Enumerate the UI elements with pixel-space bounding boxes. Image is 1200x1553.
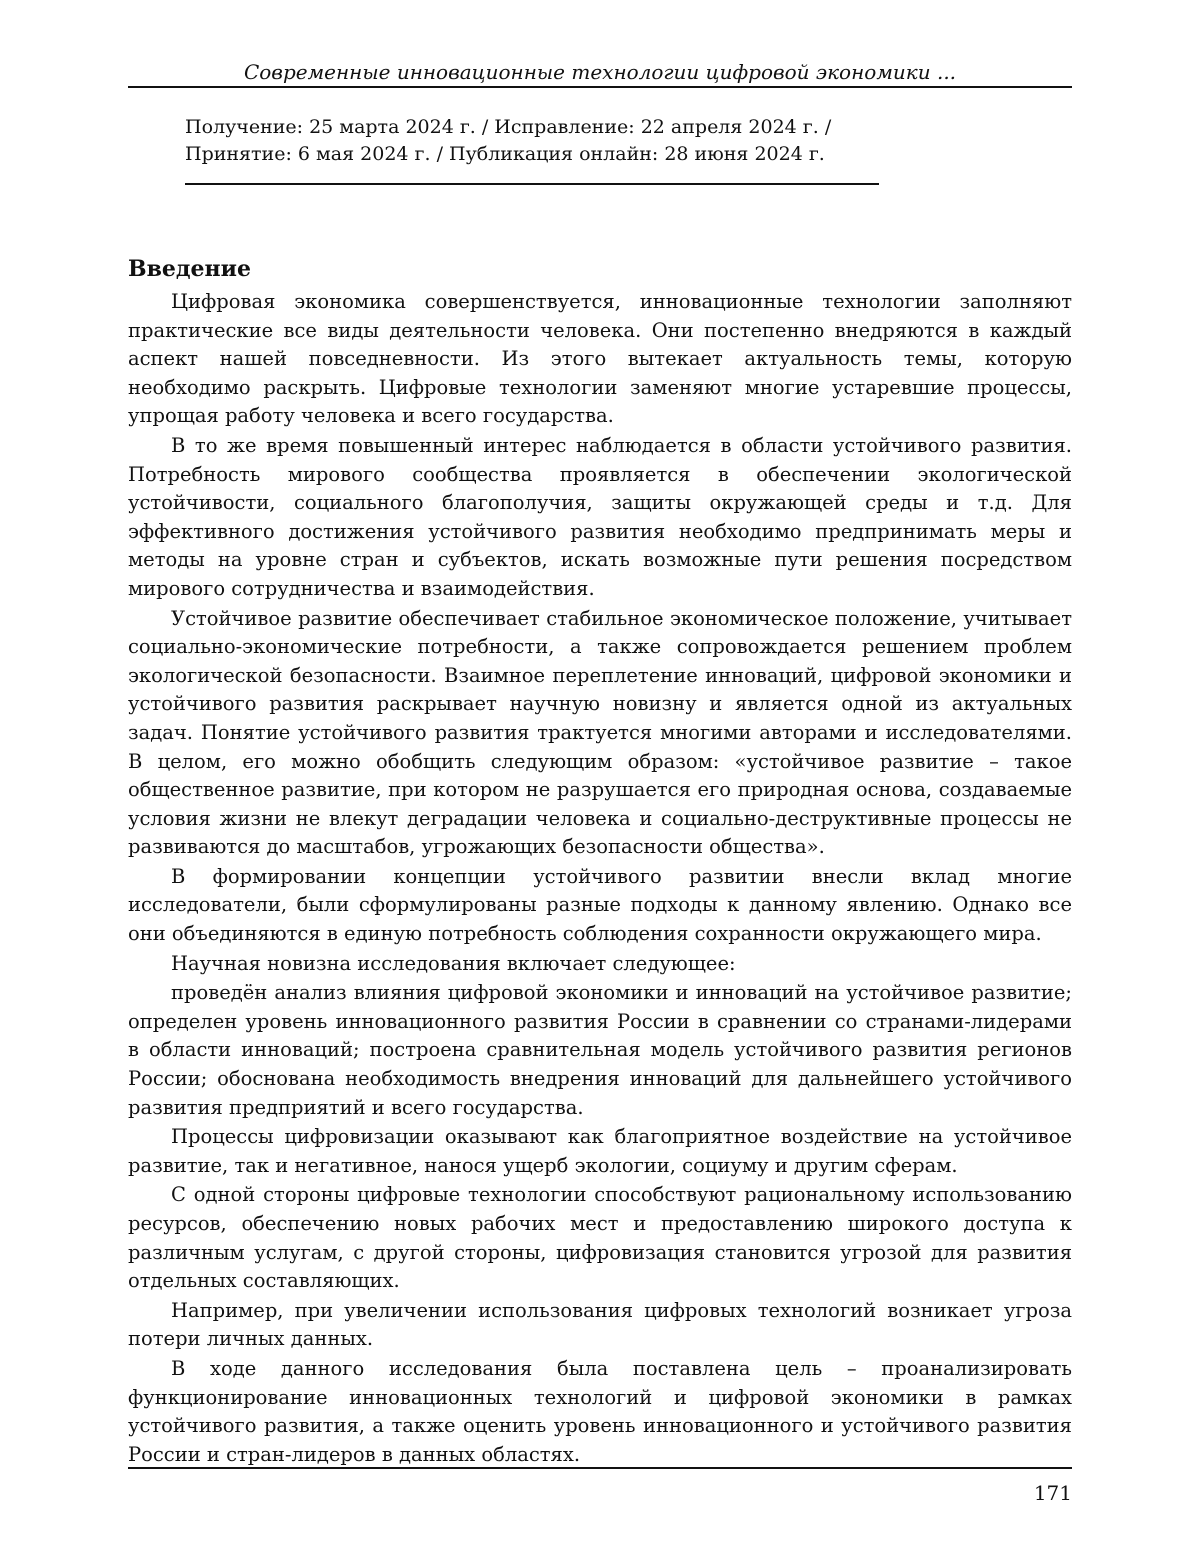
running-header: Современные инновационные технологии цифровой экономики ... <box>243 60 957 84</box>
paragraph: Устойчивое развитие обеспечивает стабильное экономическое положение, учитывает социально-экономические потребности, а также сопровождается решением проблем экологической безопасности. Взаимное переплетение инноваций, цифровой экономики и устойчивого развития раскрывает научную новизну и является одной из актуальных задач. Понятие устойчивого развития трактуется многими авторами и исследователями. В целом, его можно обобщить следующим образом: «устойчивое развитие – такое общественное развитие, при котором не разрушается его природная основа, создаваемые условия жизни не влекут деградации человека и социально-деструктивные процессы не развиваются до масштабов, угрожающих безопасности общества». <box>128 606 1072 859</box>
paragraph: В то же время повышенный интерес наблюдается в области устойчивого развития. Потребность мирового сообщества проявляется в обеспечении экологической устойчивости, социального благополучия, защиты окружающей среды и т.д. Для эффективного достижения устойчивого развития необходимо предпринимать меры и методы на уровне стран и субъектов, искать возможные пути решения посредством мирового сотрудничества и взаимодействия. <box>128 433 1072 600</box>
dates-rule <box>185 183 879 185</box>
paragraph: Процессы цифровизации оказывают как благоприятное воздействие на устойчивое развитие, так и негативное, нанося ущерб экологии, социуму и другим сферам. <box>128 1125 1072 1177</box>
paragraph: проведён анализ влияния цифровой экономики и инноваций на устойчивое развитие; определен уровень инновационного развития России в сравнении со странами-лидерами в области инноваций; построена сравнительная модель устойчивого развития регионов России; обоснована необходимость внедрения инноваций для дальнейшего устойчивого развития предприятий и всего государства. <box>128 981 1072 1119</box>
header-rule <box>128 86 1072 88</box>
footer-rule <box>128 1467 1072 1469</box>
paragraph: Научная новизна исследования включает следующее: <box>171 951 736 975</box>
article-dates <box>185 114 831 168</box>
paragraph: В формировании концепции устойчивого развитии внесли вклад многие исследователи, были сформулированы разные подходы к данному явлению. Однако все они объединяются в единую потребность соблюдения сохранности окружающего мира. <box>128 864 1072 946</box>
paragraph: Например, при увеличении использования цифровых технологий возникает угроза потери личных данных. <box>128 1298 1072 1351</box>
dates-line-1: Получение: 25 марта 2024 г. / Исправление: 22 апреля 2024 г. / <box>185 116 832 138</box>
section-body <box>128 288 1072 1470</box>
dates-line-2: Принятие: 6 мая 2024 г. / Публикация онлайн: 28 июня 2024 г. <box>185 143 825 165</box>
paragraph: Цифровая экономика совершенствуется, инновационные технологии заполняют практические все виды деятельности человека. Они постепенно внедряются в каждый аспект нашей повседневности. Из этого вытекает актуальность темы, которую необходимо раскрыть. Цифровые технологии заменяют многие устаревшие процессы, упрощая работу человека и всего государства. <box>128 290 1072 428</box>
page-number: 171 <box>1033 1481 1072 1505</box>
paragraph: В ходе данного исследования была поставлена цель – проанализировать функционирование инновационных технологий и цифровой экономики в рамках устойчивого развития, а также оценить уровень инновационного и устойчивого развития России и стран-лидеров в данных областях. <box>128 1356 1072 1466</box>
section-heading: Введение <box>128 256 251 282</box>
paragraph: С одной стороны цифровые технологии способствуют рациональному использованию ресурсов, обеспечению новых рабочих мест и предоставлению широкого доступа к различным услугам, с другой стороны, цифровизация становится угрозой для развития отдельных составляющих. <box>128 1183 1072 1293</box>
